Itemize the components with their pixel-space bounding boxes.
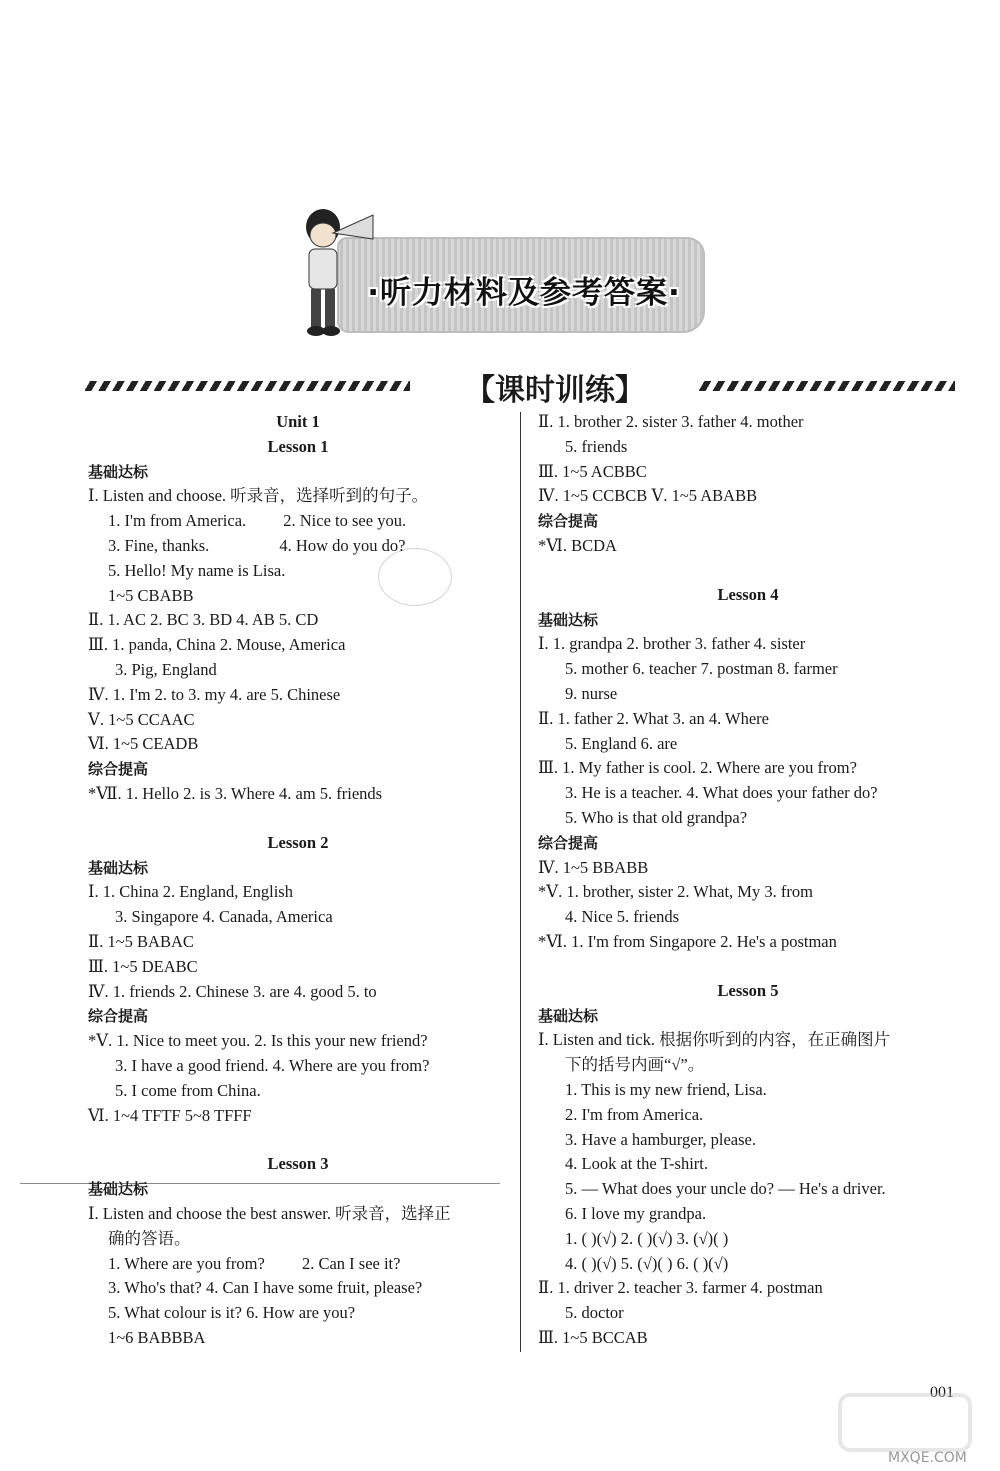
answer-line: 5. What colour is it? 6. How are you? [108,1303,356,1323]
answer-line: 3. Pig, England [115,659,217,679]
banner-title: ·听力材料及参考答案· [367,275,681,311]
category-label: 基础达标 [88,462,149,481]
category-label: 基础达标 [88,858,149,877]
answer-line: Ⅲ. 1~5 BCCAB [538,1327,648,1347]
lesson-heading: Lesson 1 [267,436,329,456]
answer-line: Ⅰ. Listen and tick. 根据你听到的内容，在正确图片 [538,1030,891,1050]
answer-line: *Ⅵ. 1. I'm from Singapore 2. He's a postman [538,931,837,951]
section-title: 【课时训练】 [465,373,645,408]
answer-line: 1. ( )(√) 2. ( )(√) 3. (√)( ) [565,1228,729,1248]
answer-line: Ⅳ. 1. friends 2. Chinese 3. are 4. good 5. to [88,981,377,1001]
lesson-heading: Lesson 4 [717,584,779,604]
answer-line: Ⅰ. 1. grandpa 2. brother 3. father 4. sister [538,634,806,654]
watermark-text: MXQE.COM [888,1450,967,1466]
header-banner [295,205,715,345]
category-label: 综合提高 [538,833,599,852]
answer-line: 3. He is a teacher. 4. What does your father do? [565,783,878,803]
answer-line: 5. doctor [565,1303,624,1323]
section-heading [85,365,955,407]
answer-line: 9. nurse [565,683,618,703]
spacer [88,1128,508,1152]
answer-line: Ⅰ. Listen and choose. 听录音，选择听到的句子。 [88,486,429,506]
answer-line: Ⅲ. 1~5 DEABC [88,956,198,976]
answer-line: Ⅱ. 1~5 BABAC [88,931,194,951]
answer-line: 5. I come from China. [115,1080,261,1100]
answer-line: Ⅲ. 1. panda, China 2. Mouse, America [88,635,346,655]
answer-line: 下的括号内画“√”。 [565,1055,705,1075]
answer-line: 5. Hello! My name is Lisa. [108,560,286,580]
answer-line: Ⅳ. 1~5 BBABB [538,857,649,877]
answer-line: 1. This is my new friend, Lisa. [565,1079,767,1099]
answer-line: Ⅱ. 1. AC 2. BC 3. BD 4. AB 5. CD [88,610,319,630]
stripe-decoration-left [85,381,410,391]
lesson-heading: Unit 1 [276,412,320,431]
answer-line: Ⅰ. 1. China 2. England, English [88,882,293,902]
answer-line: Ⅳ. 1. I'm 2. to 3. my 4. are 5. Chinese [88,684,341,704]
answer-line: 4. Nice 5. friends [565,907,680,927]
answer-line: Ⅰ. Listen and choose the best answer. 听录音，选择正 [88,1203,451,1223]
answer-line: Ⅵ. 1~4 TFTF 5~8 TFFF [88,1105,252,1125]
spacer [538,955,958,979]
category-label: 基础达标 [538,1006,599,1025]
category-label: 综合提高 [88,1007,149,1026]
spacer [538,559,958,583]
category-label: 基础达标 [88,1180,149,1199]
answer-line: 6. I love my grandpa. [565,1203,707,1223]
answer-line: 4. ( )(√) 5. (√)( ) 6. ( )(√) [565,1253,729,1273]
spacer [88,807,508,831]
answer-line: 3. Who's that? 4. Can I have some fruit, please? [108,1278,423,1298]
answer-line: 1~5 CBABB [108,585,194,605]
answer-line: Ⅵ. 1~5 CEADB [88,734,199,754]
answer-line: Ⅱ. 1. father 2. What 3. an 4. Where [538,708,769,728]
category-label: 综合提高 [538,512,599,531]
stripe-decoration-right [697,381,955,391]
left-column [88,410,508,1351]
answer-line: 2. I'm from America. [565,1104,704,1124]
category-label: 综合提高 [88,760,149,779]
answer-line: 1. I'm from America. 2. Nice to see you. [108,511,407,531]
answer-line: 1~6 BABBBA [108,1327,206,1347]
answer-line: Ⅳ. 1~5 CCBCB Ⅴ. 1~5 ABABB [538,486,758,506]
answer-line: Ⅲ. 1~5 ACBBC [538,461,647,481]
answer-line: 3. Fine, thanks. 4. How do you do? [108,535,406,555]
lesson-heading: Lesson 3 [267,1154,329,1174]
answer-line: 5. mother 6. teacher 7. postman 8. farmer [565,659,838,679]
answer-line: 3. Have a hamburger, please. [565,1129,756,1149]
answer-line: Ⅱ. 1. driver 2. teacher 3. farmer 4. postman [538,1278,823,1298]
answer-line: *Ⅴ. 1. Nice to meet you. 2. Is this your new friend? [88,1031,428,1051]
lesson-heading: Lesson 2 [267,832,329,852]
answer-line: 4. Look at the T-shirt. [565,1154,708,1174]
answer-line: 1. Where are you from? 2. Can I see it? [108,1253,401,1273]
answer-line: Ⅱ. 1. brother 2. sister 3. father 4. mother [538,412,804,431]
answer-line: *Ⅶ. 1. Hello 2. is 3. Where 4. am 5. friends [88,783,383,803]
answer-line: *Ⅴ. 1. brother, sister 2. What, My 3. from [538,882,813,902]
column-divider [520,412,521,1352]
answer-line: 5. friends [565,436,628,456]
answer-line: 3. I have a good friend. 4. Where are you from? [115,1055,430,1075]
answer-line: *Ⅵ. BCDA [538,535,617,555]
answer-line: 5. England 6. are [565,733,678,753]
page-number: 001 [930,1384,954,1401]
answer-line: 5. Who is that old grandpa? [565,807,748,827]
answer-line: 5. — What does your uncle do? — He's a driver. [565,1179,886,1199]
category-label: 基础达标 [538,610,599,629]
answer-line: Ⅲ. 1. My father is cool. 2. Where are you from? [538,758,857,778]
answer-line: 3. Singapore 4. Canada, America [115,907,333,927]
answer-line: Ⅴ. 1~5 CCAAC [88,709,195,729]
lesson-heading: Lesson 5 [717,980,779,1000]
right-column [538,410,958,1351]
answer-line: 确的答语。 [108,1228,191,1248]
